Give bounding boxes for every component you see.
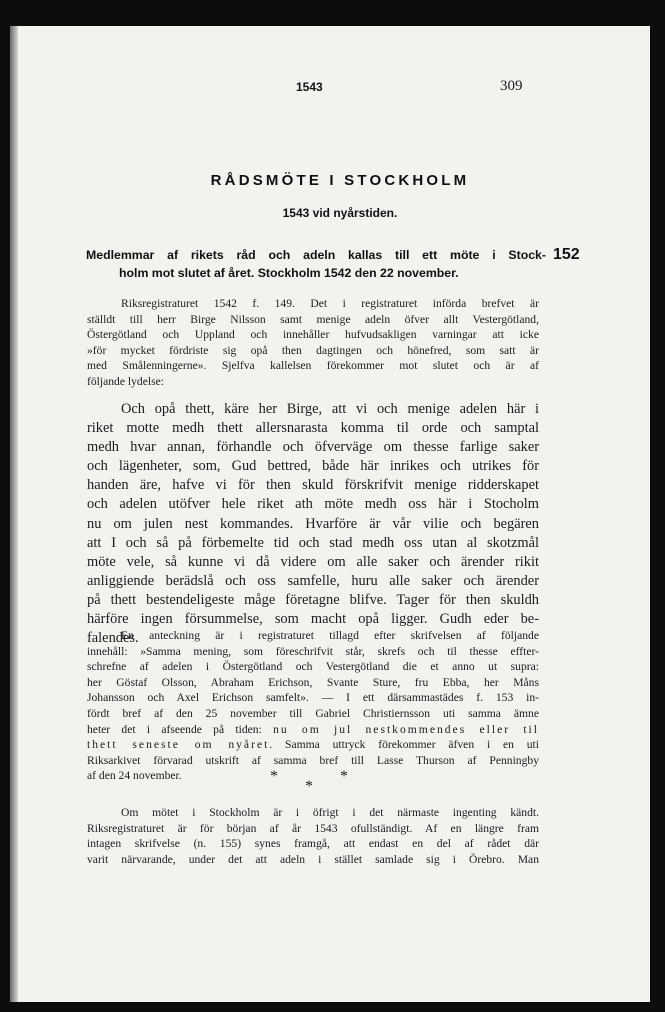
text-fragment: . Samma uttryck förekommer äfven i en uti xyxy=(269,738,539,752)
document-summary xyxy=(86,246,546,282)
text-line: Om mötet i Stockholm är i öfrigt i det närmaste ingenting kändt. xyxy=(121,806,539,819)
document-number: 152 xyxy=(553,246,580,263)
asterisk: * xyxy=(340,768,348,785)
closing-paragraph xyxy=(87,805,539,867)
text-line xyxy=(87,737,539,753)
spaced-quote: nu om jul nestkommendes eller til xyxy=(273,722,540,736)
source-note-paragraph xyxy=(87,296,539,390)
asterisk: * xyxy=(305,778,313,795)
text-line: schrefne af adelen i Östergötland och Vestergötland die et anno ut supra: xyxy=(87,660,539,674)
text-line: her Göstaf Olsson, Abraham Erichson, Svante Sture, fru Ebba, her Måns xyxy=(87,675,539,689)
text-line: riket motte medh thett allersnarasta komma til orde och samptal xyxy=(87,420,539,437)
section-divider-asterisks xyxy=(262,768,362,795)
text-line: anliggiende berädslå och oss samfelle, huru alle saker och ärender xyxy=(87,572,539,589)
text-line: handen äre, hafve vi för then skuld förskrifvit menige ridderskapet xyxy=(87,477,539,494)
section-title: RÅDSMÖTE I STOCKHOLM xyxy=(210,172,470,189)
book-spine-shadow xyxy=(10,26,18,1002)
asterisk: * xyxy=(270,768,278,785)
text-line: Östergötland och Uppland och innehåller hufvudsakligen varningar att icke xyxy=(87,328,539,342)
text-line: och lägenheter, som, Gud bettred, både här inrikes och utrikes för xyxy=(87,458,539,475)
text-line: af den 24 november. xyxy=(87,769,182,783)
page-number: 309 xyxy=(500,78,523,94)
text-line: på thett bestendeligeste måge företagne blifve. Tager för then skuldh xyxy=(87,591,539,608)
text-line: Johansson och Axel Erichson samfelt». — I ett därsammastädes f. 153 in- xyxy=(87,691,539,705)
annotation-paragraph xyxy=(87,628,539,784)
spaced-quote: thett seneste om nyåret xyxy=(87,738,270,752)
text-line: »för mycket fördriste sig opå then dagtingen och hönefred, som satt är xyxy=(87,343,539,357)
text-line: Riksregistraturet är för början af år 1543 ofullständigt. Af en längre fram xyxy=(87,821,539,835)
running-header-year: 1543 xyxy=(296,80,323,94)
text-line: med Smålenningerne». Sjelfva kallelsen förekommer mot slutet och är af xyxy=(87,359,539,373)
text-line: härföre ingen försummelse, som macht opå ligger. Gudh eder be- xyxy=(87,611,539,628)
text-line: ställdt till herr Birge Nilsson samt menige adeln öfver allt Vestergötland, xyxy=(87,312,539,326)
text-line: Riksarkivet förvarad utskrift af samma bref till Lasse Thurson af Penningby xyxy=(87,753,539,767)
summary-line: holm mot slutet af året. Stockholm 1542 den 22 november. xyxy=(119,266,459,280)
text-fragment: heter det i afseende på tiden: xyxy=(87,722,274,736)
text-line: Riksregistraturet 1542 f. 149. Det i registraturet införda brefvet är xyxy=(121,297,539,310)
text-line: möte vele, så kunne vi då videre om alle saker och ärender rikit xyxy=(87,553,539,570)
text-line: fördt bref af den 25 november till Gabriel Christiernsson uti samma ämne xyxy=(87,706,539,720)
text-line: intagen skrifvelse (n. 155) synes framgå, att endast en del af rådet där xyxy=(87,837,539,851)
text-line: varit närvarande, under det att adeln i stället samlade sig i Örebro. Man xyxy=(87,852,539,866)
text-line: Och opå thett, käre her Birge, att vi och menige adelen här i xyxy=(121,401,539,417)
summary-line: Medlemmar af rikets råd och adeln kallas till ett möte i Stock- xyxy=(86,248,546,262)
text-line: nu om julen nest kommandes. Hvarföre är vår vilie och begären xyxy=(87,515,539,532)
text-line: falendes. xyxy=(87,630,139,647)
text-line: att I och så på förbemelte tid och stad medh oss utan al skotzmål xyxy=(87,534,539,551)
text-line: innehåll: »Samma mening, som föreschrifvit står, skrefs och til thesse effter- xyxy=(87,644,539,658)
text-line: och adelen utöfver hele riket ath möte medh oss här i Stocholm xyxy=(87,496,539,513)
text-line xyxy=(87,722,539,738)
text-line: medh hvar annan, förhandle och öfverväge om thesse farlige saker xyxy=(87,439,539,456)
section-subtitle: 1543 vid nyårstiden. xyxy=(282,206,398,220)
letter-text-paragraph xyxy=(87,400,539,648)
text-line: följande lydelse: xyxy=(87,374,164,388)
text-line: En anteckning är i registraturet tillagd efter skrifvelsen af följande xyxy=(121,629,539,642)
